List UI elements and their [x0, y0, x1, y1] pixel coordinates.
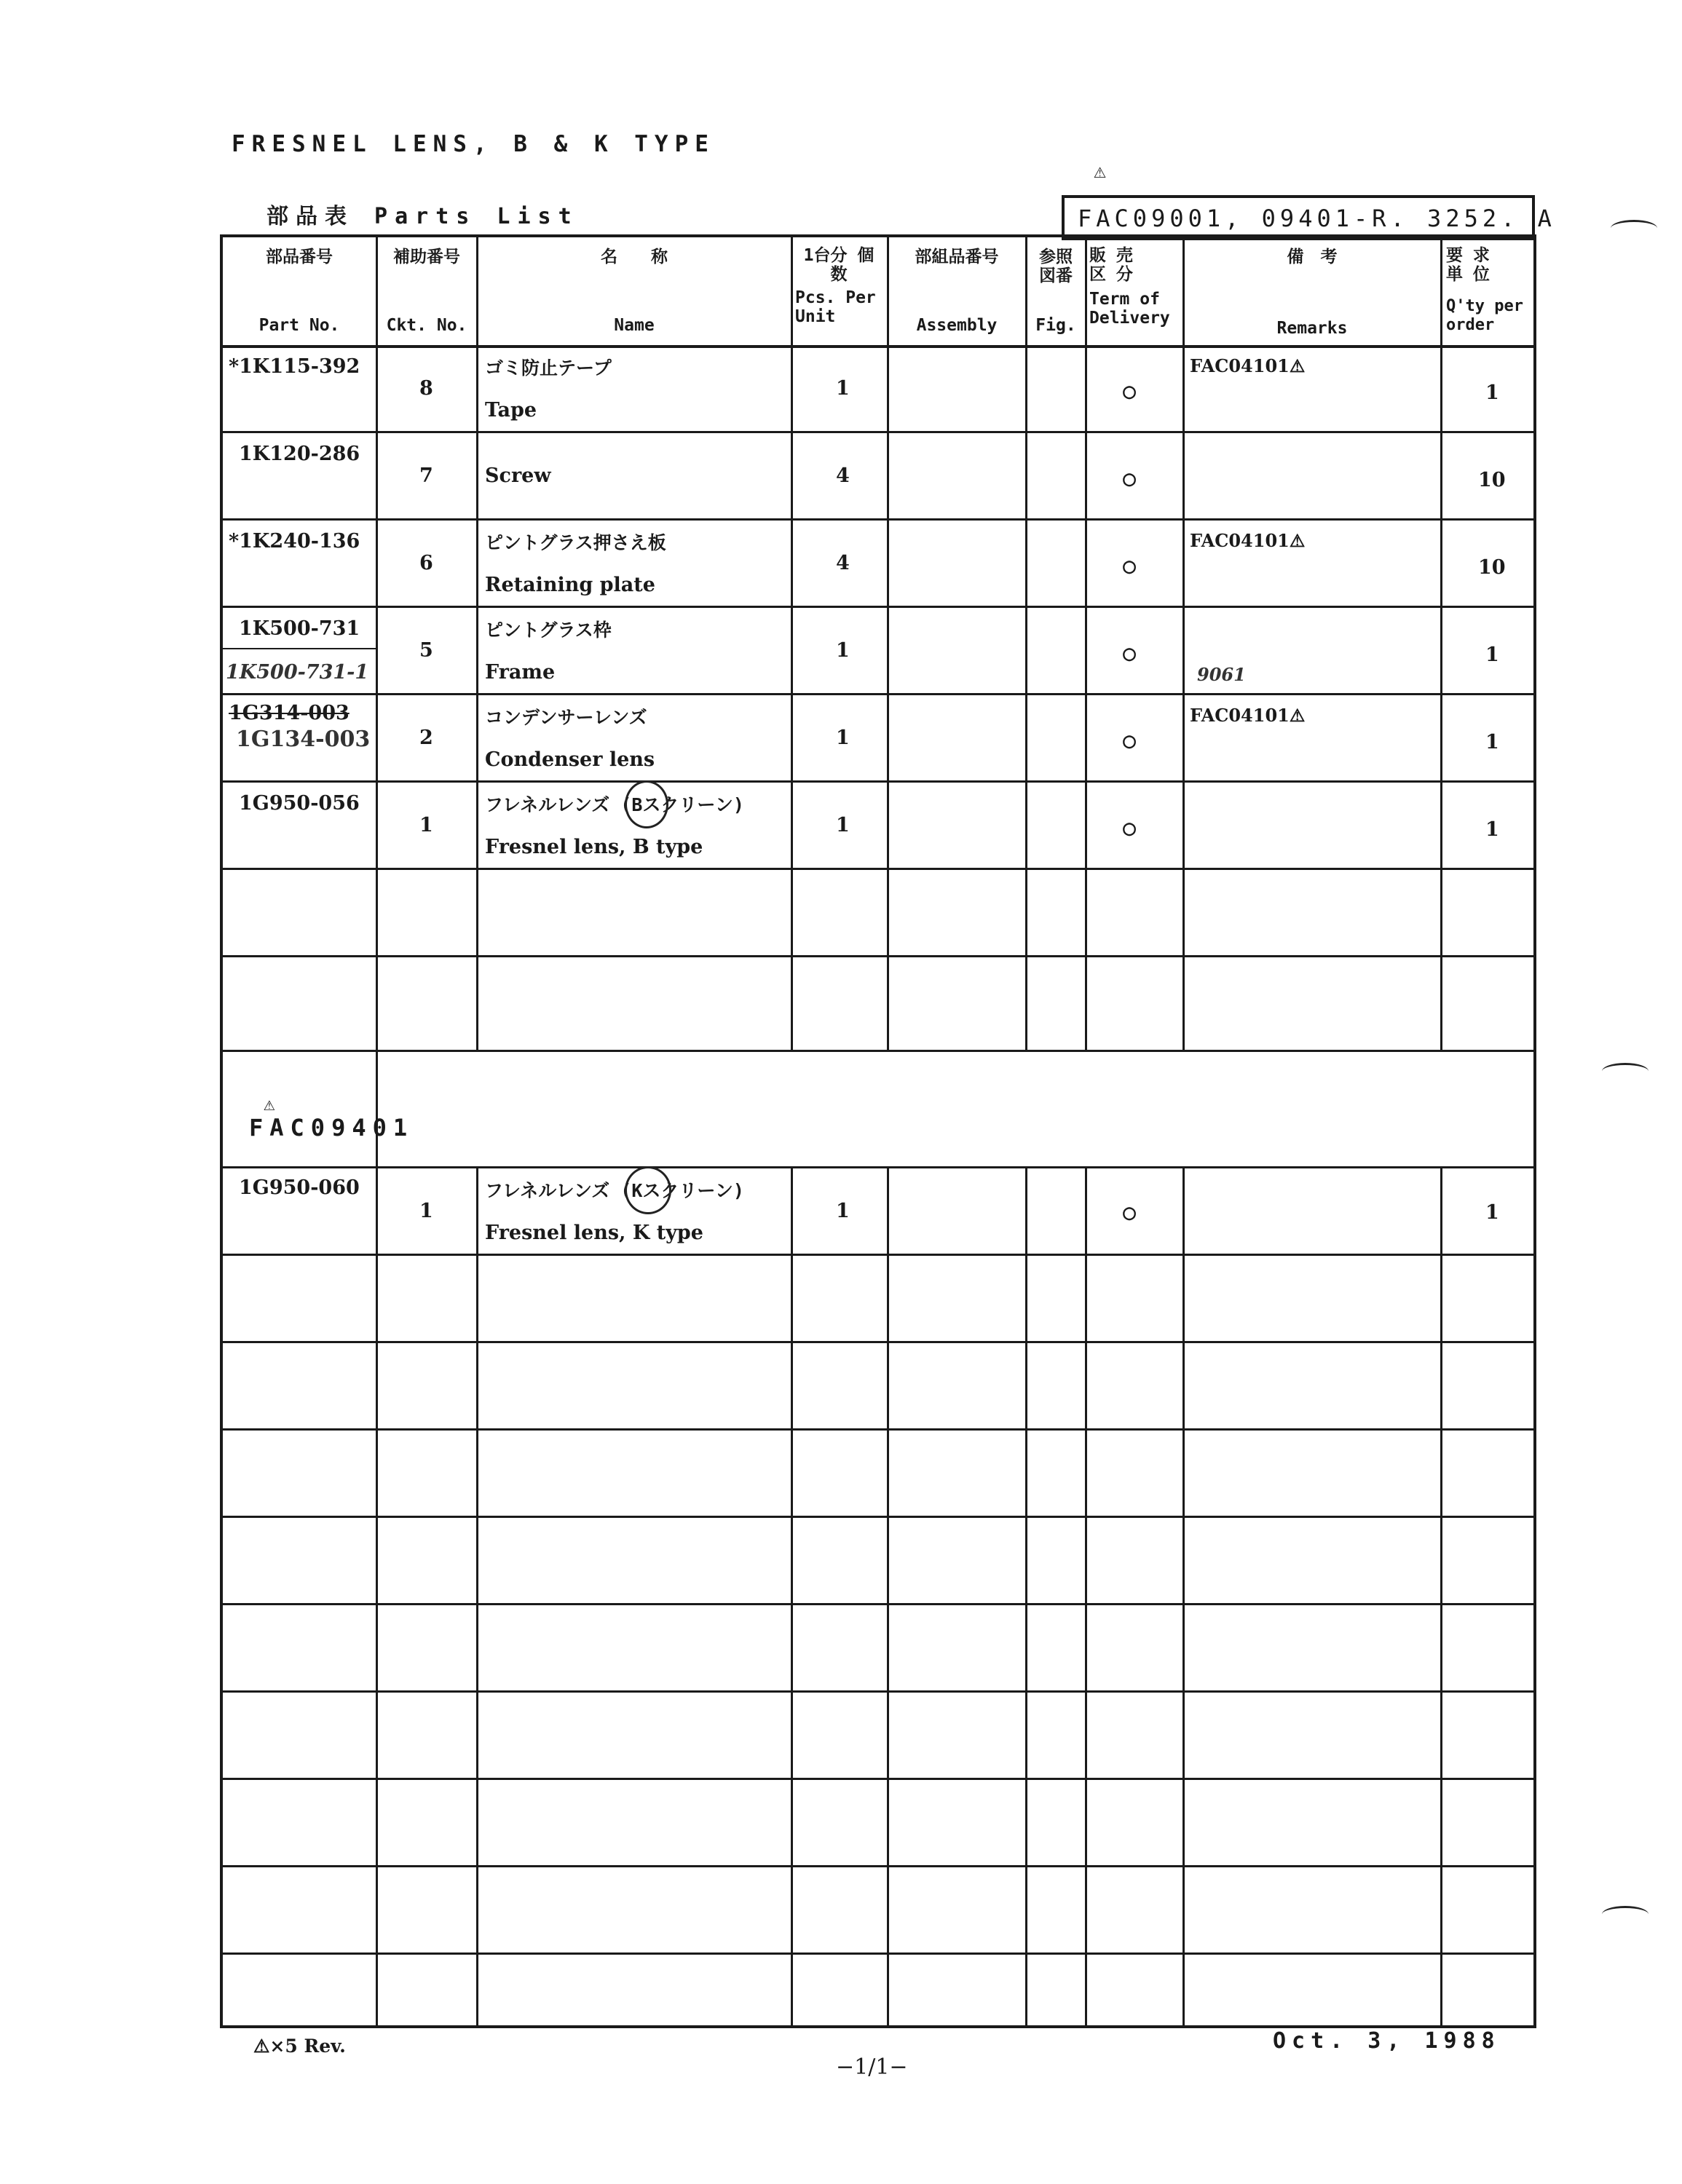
row-part-no-handwritten: 1K500-731-1	[226, 661, 369, 684]
header-assembly-en: Assembly	[916, 316, 998, 335]
column-divider	[1025, 237, 1027, 1051]
row-ckt-no: 1	[419, 1200, 433, 1222]
binder-mark	[1602, 1906, 1649, 1923]
row-pcs: 4	[836, 552, 850, 574]
row-pcs: 1	[836, 639, 850, 662]
row-term: ○	[1123, 1200, 1137, 1225]
row-ckt-no: 5	[419, 639, 433, 662]
footer-revision: ⚠×5 Rev.	[253, 2035, 346, 2057]
section-label: FAC09401	[249, 1114, 414, 1142]
header-pcs-en: Pcs. Per Unit	[795, 288, 876, 326]
header-pcs-jp: 1台分 個 数	[803, 246, 874, 284]
row-divider	[223, 1428, 1533, 1431]
header-fig-jp: 参照 図番	[1039, 248, 1073, 285]
row-name-jp: ピントグラス枠	[485, 620, 612, 641]
column-divider	[476, 237, 478, 1051]
row-name-jp: コンデンサーレンズ	[485, 707, 647, 728]
document-title: FRESNEL LENS, B & K TYPE	[232, 131, 715, 157]
parts-table	[220, 234, 1536, 2028]
row-pcs: 4	[836, 464, 850, 487]
column-divider	[476, 1168, 478, 2028]
document-date: Oct. 3, 1988	[1273, 2028, 1501, 2054]
row-divider	[223, 345, 1533, 348]
row-pcs: 1	[836, 814, 850, 836]
column-divider	[1440, 237, 1442, 1051]
binder-mark	[1611, 220, 1657, 237]
row-name-en: Frame	[485, 661, 556, 684]
row-qty: 1	[1485, 818, 1499, 841]
row-remarks-handwritten: 9061	[1197, 664, 1246, 685]
row-qty: 10	[1478, 556, 1506, 579]
column-divider	[1182, 1168, 1185, 2028]
column-divider	[791, 237, 793, 1051]
document-number: FAC09001, 09401-R. 3252. A	[1062, 195, 1535, 240]
row-remarks: FAC04101⚠	[1190, 530, 1306, 551]
header-assembly-jp: 部組品番号	[915, 248, 999, 266]
handwritten-circle	[625, 1166, 671, 1214]
column-divider	[1440, 1168, 1442, 2028]
row-ckt-no: 6	[419, 552, 433, 574]
row-pcs: 1	[836, 1200, 850, 1222]
row-ckt-no: 7	[419, 464, 433, 487]
row-name-en: Tape	[485, 399, 537, 422]
row-ckt-no: 1	[419, 814, 433, 836]
header-term-en: Term of Delivery	[1089, 290, 1170, 328]
column-divider	[1025, 1168, 1027, 2028]
row-remarks: FAC04101⚠	[1190, 355, 1306, 376]
row-name-en: Fresnel lens, K type	[485, 1222, 703, 1244]
row-qty: 10	[1478, 469, 1506, 491]
row-qty: 1	[1485, 644, 1499, 666]
header-part-no-jp: 部品番号	[266, 248, 333, 266]
parts-list-label: 部品表 Parts List	[266, 204, 579, 229]
header-term-jp: 販 売 区 分	[1089, 246, 1133, 284]
header-remarks-jp: 備 考	[1287, 248, 1338, 266]
row-qty: 1	[1485, 1201, 1499, 1224]
part-no-divider	[223, 648, 376, 649]
row-divider	[223, 1690, 1533, 1693]
row-divider	[223, 1050, 1533, 1052]
row-qty: 1	[1485, 381, 1499, 404]
header-ckt-no-en: Ckt. No.	[386, 316, 467, 335]
revision-mark: ⚠	[1094, 159, 1106, 183]
row-qty: 1	[1485, 731, 1499, 753]
row-ckt-no: 2	[419, 727, 433, 749]
row-term: ○	[1123, 379, 1137, 404]
row-divider	[223, 431, 1533, 433]
row-divider	[223, 1341, 1533, 1343]
row-divider	[223, 606, 1533, 608]
row-name-jp: ピントグラス押さえ板	[485, 532, 666, 553]
row-term: ○	[1123, 466, 1137, 491]
row-part-no-struck: 1G314-003	[229, 702, 350, 724]
row-name-en: Fresnel lens, B type	[485, 836, 703, 858]
column-divider	[1085, 1168, 1087, 2028]
row-pcs: 1	[836, 727, 850, 749]
column-divider	[1182, 237, 1185, 1051]
row-divider	[223, 693, 1533, 695]
page-number: −1/1−	[836, 2054, 908, 2080]
row-term: ○	[1123, 553, 1137, 579]
row-term: ○	[1123, 641, 1137, 666]
handwritten-circle	[625, 780, 668, 828]
header-name-en: Name	[614, 316, 655, 335]
column-divider	[887, 237, 889, 1051]
section-revision-mark: ⚠	[264, 1093, 275, 1115]
row-divider	[223, 1603, 1533, 1605]
row-part-no: 1K500-731	[239, 617, 360, 640]
header-part-no-en: Part No.	[258, 316, 340, 335]
row-divider	[223, 868, 1533, 870]
row-term: ○	[1123, 815, 1137, 841]
header-qty-jp: 要 求 単 位	[1446, 246, 1490, 284]
row-divider	[223, 1516, 1533, 1518]
header-qty-en: Q'ty per order	[1446, 297, 1523, 334]
row-divider	[223, 518, 1533, 521]
row-ckt-no: 8	[419, 377, 433, 400]
row-part-no: 1G950-056	[239, 792, 360, 815]
header-fig-en: Fig.	[1035, 316, 1076, 335]
row-name-en: Condenser lens	[485, 748, 655, 771]
row-name-en: Retaining plate	[485, 574, 655, 596]
column-divider	[887, 1168, 889, 2028]
row-remarks: FAC04101⚠	[1190, 705, 1306, 726]
row-divider	[223, 780, 1533, 783]
row-term: ○	[1123, 728, 1137, 753]
row-part-no: 1G950-060	[239, 1176, 360, 1199]
row-divider	[223, 1254, 1533, 1256]
row-part-no-handwritten: 1G134-003	[236, 727, 371, 752]
row-pcs: 1	[836, 377, 850, 400]
binder-mark	[1602, 1063, 1649, 1080]
header-name-jp: 名 称	[601, 248, 668, 266]
row-divider	[223, 1778, 1533, 1780]
row-name-jp: フレネルレンズ (Bスクリーン)	[485, 794, 744, 815]
row-part-no: *1K240-136	[229, 530, 360, 553]
row-name-en: Screw	[485, 464, 551, 487]
header-remarks-en: Remarks	[1276, 319, 1348, 338]
column-divider	[1085, 237, 1087, 1051]
row-divider	[223, 955, 1533, 957]
header-ckt-no-jp: 補助番号	[393, 248, 460, 266]
row-divider	[223, 1166, 1533, 1168]
row-name-jp: フレネルレンズ (Kスクリーン)	[485, 1180, 744, 1201]
row-divider	[223, 1952, 1533, 1955]
row-divider	[223, 1865, 1533, 1867]
row-part-no: *1K115-392	[229, 355, 360, 378]
column-divider	[791, 1168, 793, 2028]
row-part-no: 1K120-286	[239, 443, 360, 465]
row-name-jp: ゴミ防止テープ	[485, 357, 612, 379]
